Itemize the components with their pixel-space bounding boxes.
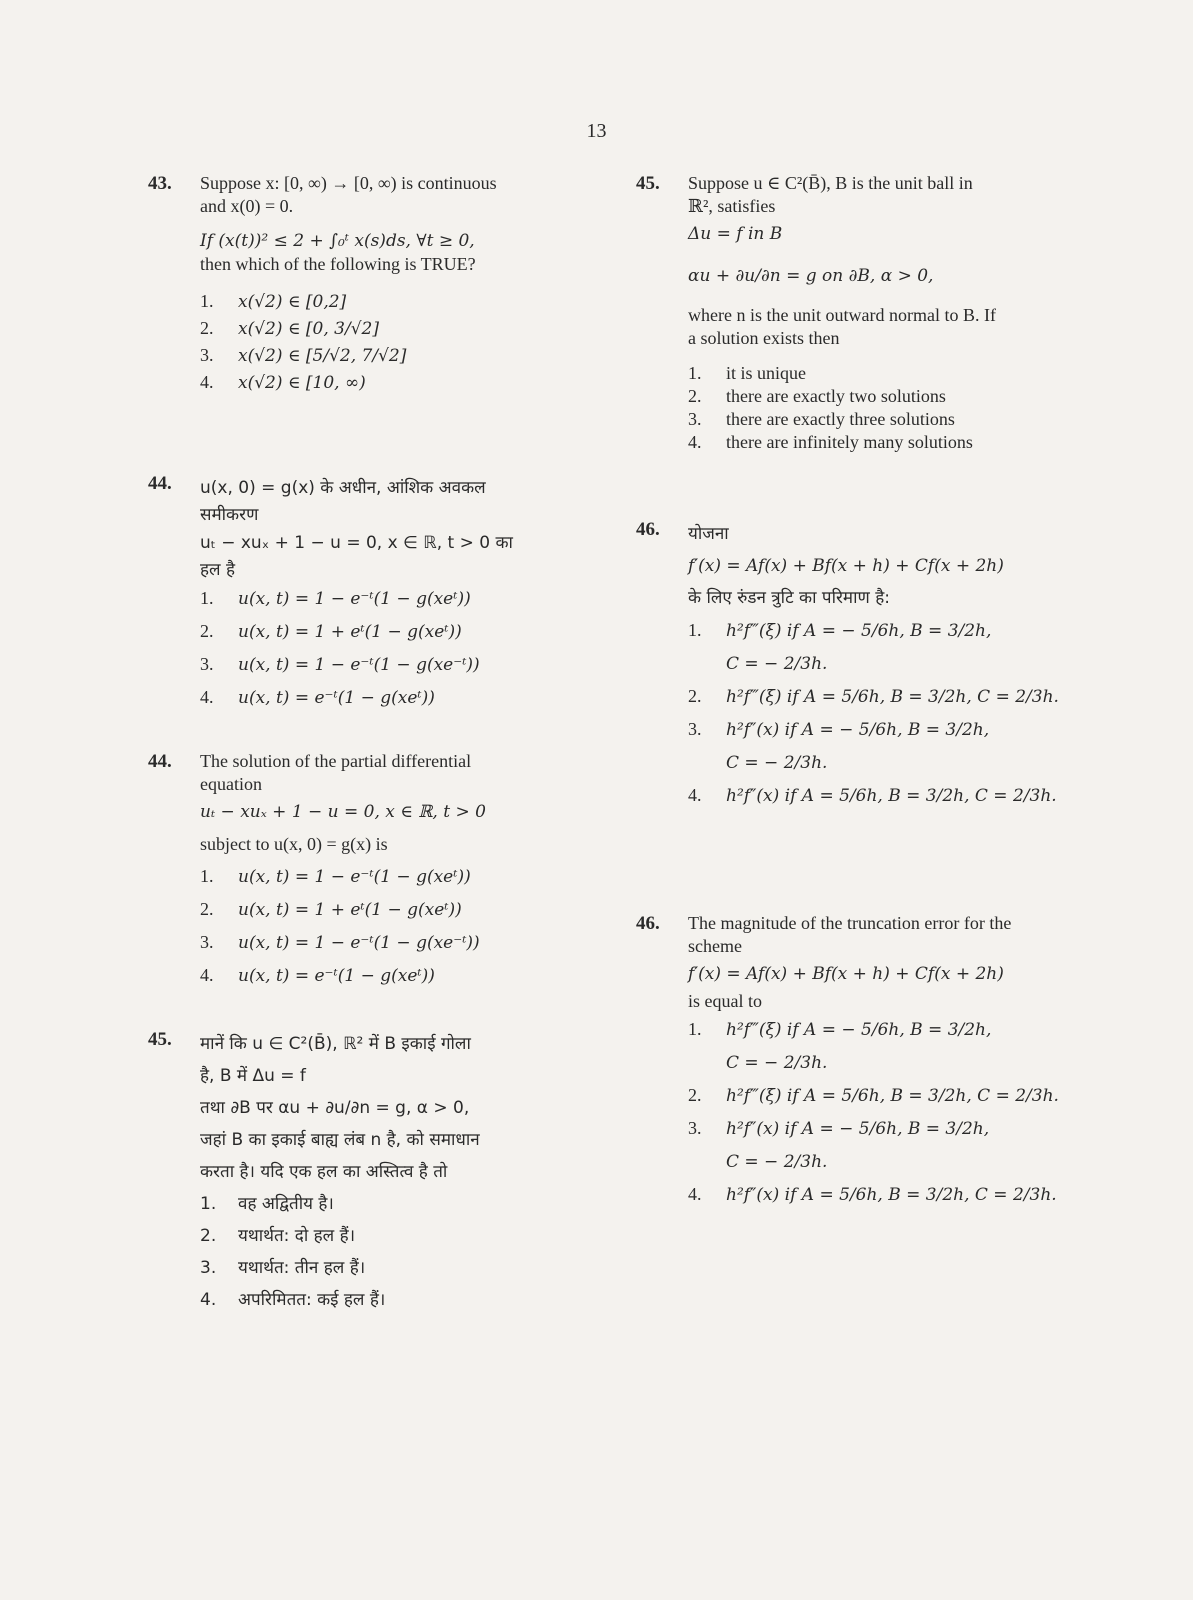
page-number: 13 [586, 120, 607, 142]
question-formula: f′(x) = Af(x) + Bf(x + h) + Cf(x + 2h) [688, 556, 1004, 576]
question-text: ℝ², satisfies [688, 196, 776, 216]
option-text-continued: C = − 2/3h. [726, 753, 828, 773]
option-text: it is unique [726, 363, 806, 383]
question-formula: uₜ − xuₓ + 1 − u = 0, x ∈ ℝ, t > 0 का [200, 533, 513, 553]
question-text: Suppose u ∈ C²(B̄), B is the unit ball in [688, 173, 973, 193]
option-3[interactable] [200, 1252, 578, 1284]
option-text: there are exactly two solutions [726, 386, 946, 406]
question-text: जहां B का इकाई बाह्य लंब n है, को समाधान [200, 1130, 480, 1150]
option-number: 1. [200, 588, 214, 608]
option-1[interactable] [200, 860, 578, 893]
option-text: u(x, t) = e⁻ᵗ(1 − g(xeᵗ)) [238, 966, 435, 986]
option-1[interactable] [688, 362, 1076, 385]
question-formula: αu + ∂u/∂n = g on ∂B, α > 0, [688, 266, 934, 286]
question-45-hindi [148, 1028, 578, 1328]
question-number: 45. [636, 173, 660, 194]
option-number: 2. [200, 1226, 217, 1246]
question-formula: f′(x) = Af(x) + Bf(x + h) + Cf(x + 2h) [688, 964, 1004, 984]
option-4[interactable] [688, 779, 1076, 812]
question-text: के लिए रुंडन त्रुटि का परिमाण है: [688, 588, 890, 608]
question-46-hindi [636, 518, 1076, 912]
option-number: 2. [200, 318, 214, 338]
question-text: हल है [200, 560, 235, 580]
option-text: h²f‴(ξ) if A = − 5/6h, B = 3/2h, [726, 621, 992, 641]
option-3[interactable] [688, 713, 1076, 779]
option-text: यथार्थत: तीन हल हैं। [238, 1258, 366, 1278]
question-text: मानें कि u ∈ C²(B̄), ℝ² में B इकाई गोला [200, 1034, 471, 1054]
option-1[interactable] [688, 614, 1076, 680]
right-column [636, 172, 1076, 1312]
option-text: u(x, t) = 1 − e⁻ᵗ(1 − g(xeᵗ)) [238, 867, 471, 887]
question-text: Suppose x: [0, ∞) → [0, ∞) is continuous [200, 173, 497, 193]
option-number: 3. [200, 932, 214, 952]
option-text: x(√2) ∈ [0, 3/√2] [238, 319, 379, 339]
option-4[interactable] [200, 681, 578, 714]
option-number: 3. [688, 409, 702, 429]
option-4[interactable] [688, 431, 1076, 454]
question-44-english [148, 750, 578, 1028]
option-text: h²f‴(ξ) if A = 5/6h, B = 3/2h, C = 2/3h. [726, 687, 1059, 707]
question-text: subject to u(x, 0) = g(x) is [200, 834, 388, 854]
option-3[interactable] [200, 926, 578, 959]
option-number: 1. [200, 866, 214, 886]
option-text: h²f″(x) if A = − 5/6h, B = 3/2h, [726, 1119, 990, 1139]
question-text: समीकरण [200, 505, 259, 525]
option-number: 4. [200, 687, 214, 707]
option-text: यथार्थत: दो हल हैं। [238, 1226, 356, 1246]
question-text: करता है। यदि एक हल का अस्तित्व है तो [200, 1162, 448, 1182]
question-44-hindi [148, 472, 578, 750]
option-text: वह अद्वितीय है। [238, 1194, 334, 1214]
option-number: 4. [688, 785, 702, 805]
option-number: 4. [688, 432, 702, 452]
question-46-english [636, 912, 1076, 1312]
option-text: h²f″(x) if A = 5/6h, B = 3/2h, C = 2/3h. [726, 1185, 1057, 1205]
option-4[interactable] [200, 959, 578, 992]
question-number: 46. [636, 913, 660, 934]
option-number: 2. [688, 686, 702, 706]
question-number: 44. [148, 473, 172, 494]
question-text: u(x, 0) = g(x) के अधीन, आंशिक अवकल [200, 478, 486, 498]
left-column [148, 172, 578, 1328]
option-text-continued: C = − 2/3h. [726, 1152, 828, 1172]
option-number: 1. [688, 363, 702, 383]
option-2[interactable] [200, 1220, 578, 1252]
option-text: h²f‴(ξ) if A = 5/6h, B = 3/2h, C = 2/3h. [726, 1086, 1059, 1106]
option-number: 1. [200, 291, 214, 311]
question-text: and x(0) = 0. [200, 196, 294, 216]
option-number: 1. [200, 1194, 217, 1214]
option-1[interactable] [200, 1188, 578, 1220]
option-number: 4. [200, 1290, 217, 1310]
question-formula: तथा ∂B पर αu + ∂u/∂n = g, α > 0, [200, 1098, 470, 1118]
option-2[interactable] [200, 893, 578, 926]
option-number: 4. [200, 372, 214, 392]
question-text: है, B में Δu = f [200, 1066, 306, 1086]
question-number: 44. [148, 751, 172, 772]
option-text: u(x, t) = 1 − e⁻ᵗ(1 − g(xe⁻ᵗ)) [238, 655, 480, 675]
option-1[interactable] [688, 1013, 1076, 1079]
option-number: 4. [688, 1184, 702, 1204]
option-text: u(x, t) = 1 − e⁻ᵗ(1 − g(xeᵗ)) [238, 589, 471, 609]
option-text: x(√2) ∈ [5/√2, 7/√2] [238, 346, 407, 366]
question-number: 43. [148, 173, 172, 194]
question-text: equation [200, 774, 262, 794]
option-number: 3. [200, 345, 214, 365]
option-text-continued: C = − 2/3h. [726, 1053, 828, 1073]
option-3[interactable] [688, 1112, 1076, 1178]
question-text: where n is the unit outward normal to B. If [688, 305, 996, 325]
question-text: योजना [688, 524, 729, 544]
option-text: u(x, t) = 1 + eᵗ(1 − g(xeᵗ)) [238, 900, 462, 920]
option-text: अपरिमितत: कई हल हैं। [238, 1290, 386, 1310]
option-4[interactable] [200, 1284, 578, 1316]
option-text: u(x, t) = 1 + eᵗ(1 − g(xeᵗ)) [238, 622, 462, 642]
option-text: x(√2) ∈ [10, ∞) [238, 373, 366, 393]
question-text: The solution of the partial differential [200, 751, 472, 771]
option-3[interactable] [200, 648, 578, 681]
option-number: 4. [200, 965, 214, 985]
option-text: there are infinitely many solutions [726, 432, 973, 452]
option-2[interactable] [688, 680, 1076, 713]
option-number: 1. [688, 620, 702, 640]
option-number: 2. [200, 621, 214, 641]
option-text: x(√2) ∈ [0,2] [238, 292, 347, 312]
option-2[interactable] [688, 1079, 1076, 1112]
option-number: 2. [200, 899, 214, 919]
question-formula: uₜ − xuₓ + 1 − u = 0, x ∈ ℝ, t > 0 [200, 802, 486, 822]
question-text: a solution exists then [688, 328, 840, 348]
option-4[interactable] [688, 1178, 1076, 1211]
option-number: 3. [200, 654, 214, 674]
question-formula: Δu = f in B [688, 224, 783, 244]
option-2[interactable] [688, 385, 1076, 408]
option-text: h²f‴(ξ) if A = − 5/6h, B = 3/2h, [726, 1020, 992, 1040]
question-number: 46. [636, 519, 660, 540]
option-text: there are exactly three solutions [726, 409, 955, 429]
option-number: 2. [688, 1085, 702, 1105]
question-text: scheme [688, 936, 742, 956]
option-2[interactable] [200, 315, 578, 342]
option-number: 3. [688, 1118, 702, 1138]
option-4[interactable] [200, 369, 578, 396]
option-number: 3. [200, 1258, 217, 1278]
question-number: 45. [148, 1029, 172, 1050]
question-text: then which of the following is TRUE? [200, 254, 476, 274]
question-45-english [636, 172, 1076, 518]
option-text: h²f″(x) if A = 5/6h, B = 3/2h, C = 2/3h. [726, 786, 1057, 806]
option-text: u(x, t) = e⁻ᵗ(1 − g(xeᵗ)) [238, 688, 435, 708]
option-3[interactable] [200, 342, 578, 369]
question-text: The magnitude of the truncation error for the [688, 913, 1012, 933]
option-text: h²f″(x) if A = − 5/6h, B = 3/2h, [726, 720, 990, 740]
question-43-english [148, 172, 578, 472]
option-2[interactable] [200, 615, 578, 648]
option-3[interactable] [688, 408, 1076, 431]
option-number: 3. [688, 719, 702, 739]
option-1[interactable] [200, 288, 578, 315]
option-number: 2. [688, 386, 702, 406]
option-number: 1. [688, 1019, 702, 1039]
question-text: is equal to [688, 991, 762, 1011]
question-formula: If (x(t))² ≤ 2 + ∫₀ᵗ x(s)ds, ∀t ≥ 0, [200, 231, 475, 251]
option-text: u(x, t) = 1 − e⁻ᵗ(1 − g(xe⁻ᵗ)) [238, 933, 480, 953]
option-text-continued: C = − 2/3h. [726, 654, 828, 674]
option-1[interactable] [200, 582, 578, 615]
